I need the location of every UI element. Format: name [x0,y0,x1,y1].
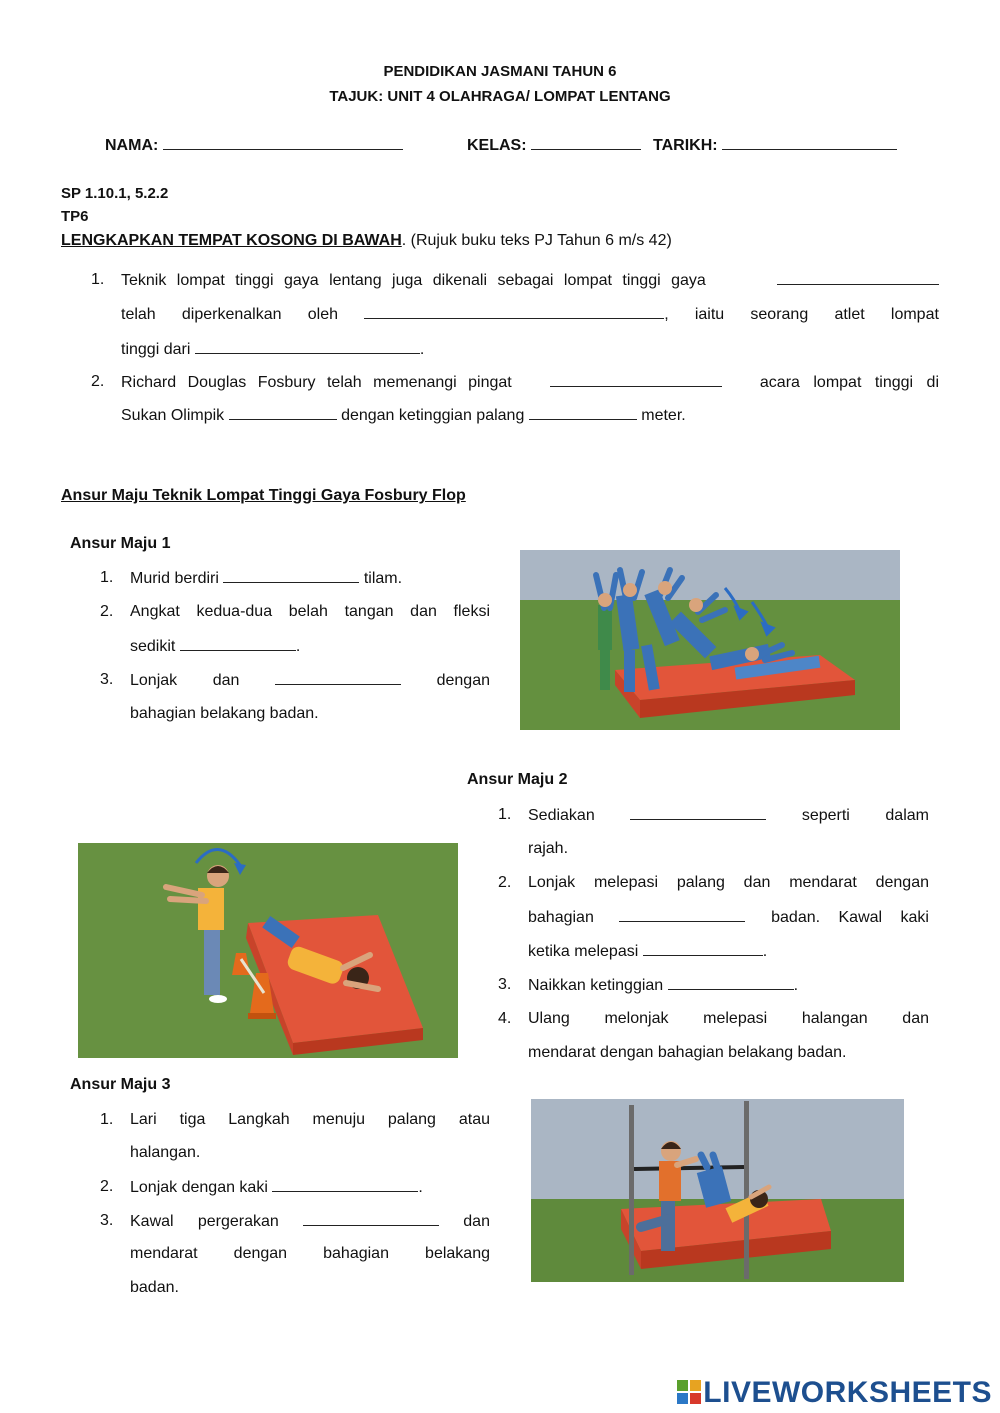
am1-i3-word: Lonjak [130,672,178,689]
am2-i3-period: . [793,977,799,994]
am2-i3 [528,975,798,996]
am3-i3-word: pergerakan [197,1213,279,1230]
am2-i2-text-b2: badan. Kawal kaki [771,909,929,926]
q1-text-c: tinggi dari [121,341,191,358]
am2-i2-blank-obstacle[interactable] [643,941,763,956]
am2-i2-line2 [528,907,929,928]
am2-i4-line2: mendarat dengan bahagian belakang badan. [528,1044,847,1061]
am3-i3-line2: mendarat dengan bahagian belakang [130,1245,490,1262]
q2-text-b: Sukan Olimpik [121,407,225,424]
am2-i1-blank[interactable] [630,805,766,820]
q2-text-a: Richard Douglas Fosbury telah memenangi pingat [121,374,512,391]
class-label: KELAS: [467,137,527,154]
am3-i1-line2: halangan. [130,1144,201,1161]
am1-illustration-svg [520,550,900,730]
am2-i4-number: 4. [498,1010,512,1027]
am3-i2-text: Lonjak dengan kaki [130,1179,268,1196]
q1-line3 [121,339,424,360]
q1-blank-style[interactable] [777,270,939,285]
am1-i3-word: dan [212,672,240,689]
q1-word: seorang [750,306,809,323]
am2-i1-word: Sediakan [528,807,595,824]
name-field[interactable] [105,135,403,155]
liveworksheets-logo-icon [677,1378,701,1402]
am2-i3-text: Naikkan ketinggian [528,977,664,994]
q2-blank-year[interactable] [229,405,337,420]
q2-text-a-end: acara lompat tinggi di [759,374,939,391]
am1-i3-word: dengan [436,672,490,689]
am2-i4-line1: Ulang melonjak melepasi halangan dan [528,1010,929,1027]
date-field[interactable] [653,135,897,155]
am1-i1-text-a: Murid berdiri [130,570,219,587]
q2-blank-medal[interactable] [550,372,722,387]
am2-i2-line3 [528,941,767,962]
am1-i2-line2 [130,636,300,657]
q1-blank-person-wrap [364,304,668,325]
am1-i3-number: 3. [100,671,114,688]
am1-i1-text-b: tilam. [363,570,403,587]
am2-i2-text-c: ketika melepasi [528,943,639,960]
q2-number: 2. [91,373,105,390]
q1-number: 1. [91,271,105,288]
am2-illustration [78,843,458,1058]
q1-word: iaitu [694,306,725,323]
am2-i2-number: 2. [498,874,512,891]
am1-i2-number: 2. [100,603,114,620]
q1-comma: , [664,306,669,323]
am3-illustration [531,1099,904,1282]
am3-i3-blank[interactable] [303,1211,439,1226]
q1-word: telah [121,306,156,323]
am2-illustration-svg [78,843,458,1058]
worksheet-topic: TAJUK: UNIT 4 OLAHRAGA/ LOMPAT LENTANG [329,88,671,105]
am3-i3-word: Kawal [130,1213,174,1230]
q1-blank-country[interactable] [195,339,420,354]
q1-word: lompat [890,306,939,323]
class-blank[interactable] [531,135,641,150]
am1-i2-blank[interactable] [180,636,296,651]
am1-i3-line1 [130,670,490,691]
am2-i3-number: 3. [498,976,512,993]
worksheet-title: PENDIDIKAN JASMANI TAHUN 6 [383,63,617,80]
instruction-note: . (Rujuk buku teks PJ Tahun 6 m/s 42) [401,232,672,249]
q2-text-b-mid: dengan ketinggian palang [341,407,525,424]
am1-i1-blank[interactable] [223,568,359,583]
am2-title: Ansur Maju 2 [467,771,568,788]
liveworksheets-logo-text: LIVEWORKSHEETS [703,1376,992,1409]
date-label: TARIKH: [653,137,718,154]
date-blank[interactable] [722,135,897,150]
am3-i3-line1 [130,1211,490,1232]
am1-i2-text-b: sedikit [130,638,176,655]
am1-i2-line1: Angkat kedua-dua belah tangan dan fleksi [130,603,490,620]
am2-i1-line1 [528,805,929,826]
q1-word: atlet [834,306,865,323]
name-blank[interactable] [163,135,403,150]
am2-i2-line1: Lonjak melepasi palang dan mendarat dengan [528,874,929,891]
am1-title: Ansur Maju 1 [70,535,171,552]
am3-i2 [130,1177,423,1198]
am3-i2-number: 2. [100,1178,114,1195]
am1-i2-period: . [295,638,301,655]
name-label: NAMA: [105,137,159,154]
q1-blank-person[interactable] [364,304,664,319]
am3-i1-line1: Lari tiga Langkah menuju palang atau [130,1111,490,1128]
am2-i2-text-b1: bahagian [528,909,594,926]
am3-illustration-svg [531,1099,904,1282]
am1-i1 [130,568,402,589]
am3-i2-period: . [418,1179,423,1196]
am3-title: Ansur Maju 3 [70,1076,171,1093]
q1-line1 [121,270,939,291]
am3-i2-blank[interactable] [272,1177,418,1192]
q1-line2 [121,304,939,325]
am2-i2-period: . [762,943,768,960]
am1-i3-blank[interactable] [275,670,401,685]
am1-i3-line2: bahagian belakang badan. [130,705,319,722]
liveworksheets-logo [677,1376,992,1410]
section-title: Ansur Maju Teknik Lompat Tinggi Gaya Fosbury Flop [61,487,466,504]
am3-i3-line3: badan. [130,1279,179,1296]
am1-illustration [520,550,900,730]
q1-word: oleh [307,306,338,323]
q2-blank-height[interactable] [529,405,637,420]
q2-line2 [121,405,686,426]
instruction [61,232,672,250]
am2-i1-line2: rajah. [528,840,569,857]
am3-i3-number: 3. [100,1212,114,1229]
am1-i1-number: 1. [100,569,114,586]
instruction-heading: LENGKAPKAN TEMPAT KOSONG DI BAWAH [61,232,402,249]
am2-i3-blank[interactable] [668,975,794,990]
am2-i2-blank-part[interactable] [619,907,745,922]
am3-i3-word: dan [463,1213,490,1230]
performance-level: TP6 [61,208,89,225]
am2-i1-word: dalam [885,807,929,824]
q1-period: . [419,341,425,358]
am2-i1-word: seperti [801,807,850,824]
am2-i1-number: 1. [498,806,512,823]
am3-i1-number: 1. [100,1111,114,1128]
q1-word: diperkenalkan [181,306,282,323]
class-field[interactable] [467,135,641,155]
q2-line1 [121,372,939,393]
standard-code: SP 1.10.1, 5.2.2 [61,185,169,202]
q2-text-b-end: meter. [641,407,686,424]
q1-text-a: Teknik lompat tinggi gaya lentang juga dikenali sebagai lompat tinggi gaya [121,272,706,289]
